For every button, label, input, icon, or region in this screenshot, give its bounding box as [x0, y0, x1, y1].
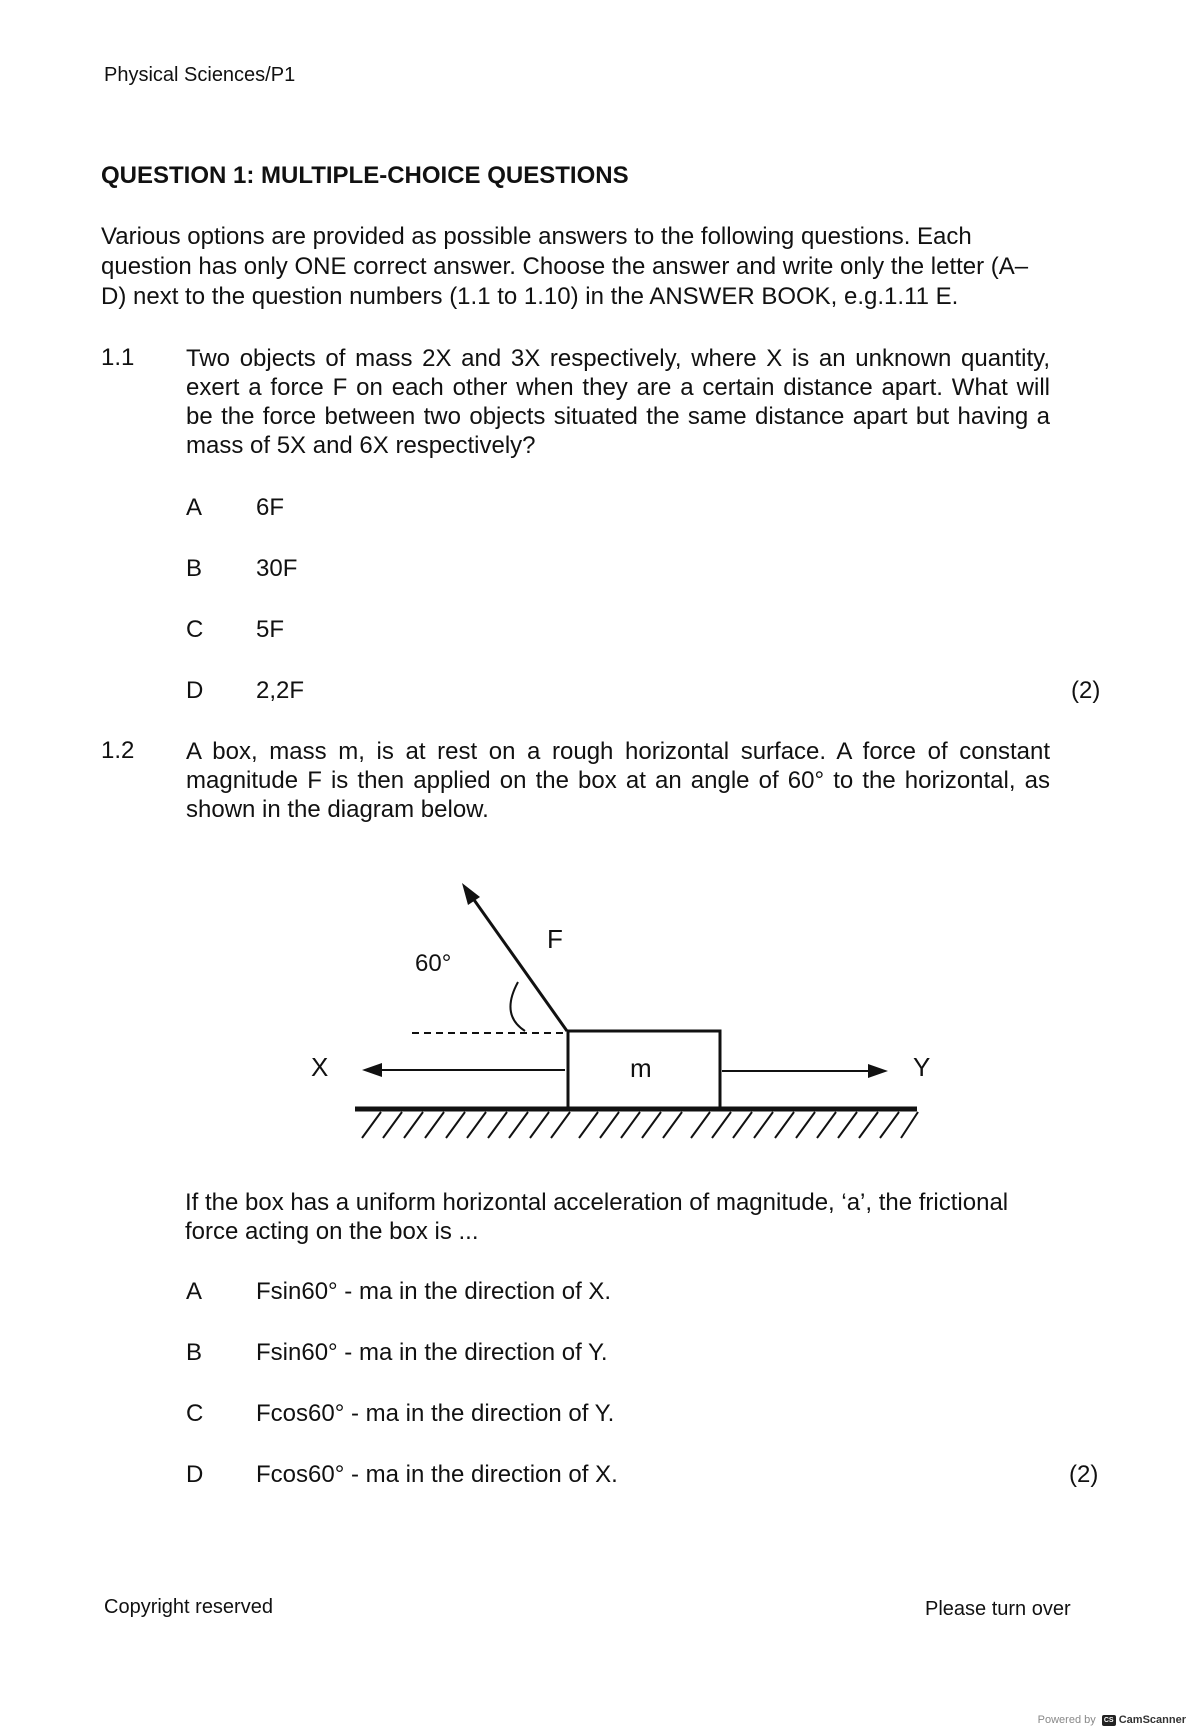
option-letter: B: [186, 555, 203, 582]
ground-hatching: [362, 1112, 918, 1138]
question-title: QUESTION 1: MULTIPLE-CHOICE QUESTIONS: [101, 162, 629, 189]
option-letter: D: [186, 677, 204, 704]
option-text: Fcos60° - ma in the direction of Y.: [256, 1400, 615, 1427]
force-arrowhead: [462, 883, 480, 905]
camscanner-logo-text: CamScanner: [1118, 1714, 1186, 1726]
option-letter: C: [186, 1400, 204, 1427]
angle-label: 60°: [415, 950, 452, 977]
option-text: 2,2F: [256, 677, 305, 704]
angle-arc: [510, 982, 525, 1031]
option-text: 5F: [256, 616, 285, 643]
option-text: Fsin60° - ma in the direction of Y.: [256, 1339, 608, 1366]
force-arrow: [472, 897, 567, 1031]
instructions: Various options are provided as possible answers to the following questions. Each question has only ONE correct answer. Choose the answer and write only the letter (A–D) next to the question numbers (1.1 to 1.10) in the ANSWER BOOK, e.g.1.11 E.: [101, 223, 1029, 310]
force-label: F: [547, 924, 563, 954]
footer-turn-over: Please turn over: [925, 1598, 1071, 1620]
option-text: 6F: [256, 494, 285, 521]
question-number: 1.2: [101, 737, 135, 764]
right-arrowhead: [868, 1064, 888, 1078]
mass-label: m: [630, 1053, 652, 1083]
y-direction-label: Y: [913, 1052, 931, 1082]
scanner-watermark: [1038, 1714, 1186, 1726]
camscanner-icon: CS: [1102, 1715, 1116, 1726]
page-header: Physical Sciences/P1: [104, 64, 296, 86]
question-number: 1.1: [101, 344, 135, 371]
marks: (2): [1069, 1461, 1099, 1488]
option-letter: D: [186, 1461, 204, 1488]
camscanner-logo: [1102, 1714, 1186, 1726]
powered-by-text: Powered by: [1037, 1714, 1096, 1726]
question-text: Two objects of mass 2X and 3X respectively, where X is an unknown quantity, exert a force F on each other when they are a certain distance apart. What will be the force between two objects situated the same distance apart but having a mass of 5X and 6X respectively?: [186, 345, 1050, 459]
follow-up-text: If the box has a uniform horizontal acceleration of magnitude, ‘a’, the frictional force acting on the box is ...: [185, 1189, 1009, 1245]
x-direction-label: X: [311, 1052, 329, 1082]
option-letter: B: [186, 1339, 203, 1366]
option-text: Fsin60° - ma in the direction of X.: [256, 1278, 612, 1305]
option-letter: A: [186, 494, 203, 521]
option-letter: C: [186, 616, 204, 643]
footer-copyright: Copyright reserved: [104, 1596, 273, 1618]
option-letter: A: [186, 1278, 203, 1305]
left-arrowhead: [362, 1063, 382, 1077]
option-text: 30F: [256, 555, 298, 582]
option-text: Fcos60° - ma in the direction of X.: [256, 1461, 618, 1488]
marks: (2): [1071, 677, 1101, 704]
question-text: A box, mass m, is at rest on a rough horizontal surface. A force of constant magnitude F is then applied on the box at an angle of 60° to the horizontal, as shown in the diagram below.: [186, 738, 1050, 823]
